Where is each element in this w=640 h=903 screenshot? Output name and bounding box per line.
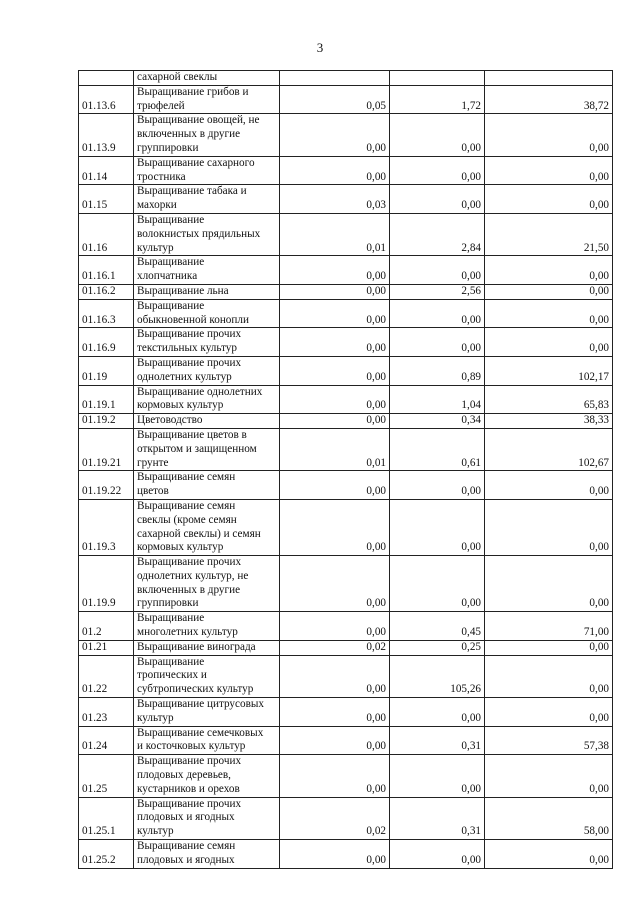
cell-code: 01.13.9 bbox=[79, 114, 134, 156]
cell-value-1: 0,00 bbox=[280, 256, 390, 285]
table-row bbox=[79, 797, 613, 839]
cell-value-1: 0,03 bbox=[280, 185, 390, 214]
cell-value-2: 0,00 bbox=[390, 499, 485, 555]
cell-value-2: 0,61 bbox=[390, 428, 485, 470]
cell-value-1: 0,05 bbox=[280, 85, 390, 114]
cell-code: 01.25 bbox=[79, 755, 134, 797]
cell-value-3 bbox=[485, 71, 613, 86]
cell-value-1: 0,01 bbox=[280, 428, 390, 470]
cell-code: 01.19 bbox=[79, 356, 134, 385]
cell-value-2: 0,00 bbox=[390, 840, 485, 869]
cell-value-2: 0,00 bbox=[390, 299, 485, 328]
cell-value-1: 0,00 bbox=[280, 328, 390, 357]
cell-code: 01.16.3 bbox=[79, 299, 134, 328]
cell-value-1: 0,02 bbox=[280, 797, 390, 839]
cell-value-3: 57,38 bbox=[485, 726, 613, 755]
cell-value-2: 0,00 bbox=[390, 156, 485, 185]
cell-value-3: 0,00 bbox=[485, 185, 613, 214]
cell-code: 01.19.2 bbox=[79, 414, 134, 429]
cell-code: 01.19.9 bbox=[79, 556, 134, 612]
cell-activity-name: Выращивание грибов и трюфелей bbox=[134, 85, 280, 114]
cell-value-1: 0,00 bbox=[280, 356, 390, 385]
cell-value-1: 0,00 bbox=[280, 471, 390, 500]
cell-code: 01.14 bbox=[79, 156, 134, 185]
cell-value-2: 0,89 bbox=[390, 356, 485, 385]
cell-value-2: 2,84 bbox=[390, 213, 485, 255]
cell-code: 01.24 bbox=[79, 726, 134, 755]
cell-value-2: 0,34 bbox=[390, 414, 485, 429]
cell-value-2: 0,00 bbox=[390, 698, 485, 727]
table-row bbox=[79, 284, 613, 299]
cell-value-1: 0,00 bbox=[280, 299, 390, 328]
table-row bbox=[79, 755, 613, 797]
cell-activity-name: Выращивание тропических и субтропических культур bbox=[134, 655, 280, 697]
table-row bbox=[79, 471, 613, 500]
cell-value-2: 0,00 bbox=[390, 256, 485, 285]
table-row bbox=[79, 299, 613, 328]
cell-value-3: 0,00 bbox=[485, 156, 613, 185]
cell-value-3: 0,00 bbox=[485, 471, 613, 500]
cell-value-3: 71,00 bbox=[485, 612, 613, 641]
table-body bbox=[79, 71, 613, 869]
cell-value-1: 0,00 bbox=[280, 755, 390, 797]
cell-value-3: 0,00 bbox=[485, 556, 613, 612]
cell-value-1: 0,00 bbox=[280, 385, 390, 414]
table-row bbox=[79, 256, 613, 285]
table-row bbox=[79, 185, 613, 214]
cell-value-1: 0,00 bbox=[280, 612, 390, 641]
cell-value-2: 0,00 bbox=[390, 185, 485, 214]
cell-value-3: 0,00 bbox=[485, 640, 613, 655]
table-row bbox=[79, 840, 613, 869]
cell-value-2: 0,31 bbox=[390, 797, 485, 839]
table-row bbox=[79, 71, 613, 86]
table-row bbox=[79, 114, 613, 156]
table-row bbox=[79, 356, 613, 385]
table-row bbox=[79, 726, 613, 755]
cell-value-1: 0,01 bbox=[280, 213, 390, 255]
cell-code: 01.2 bbox=[79, 612, 134, 641]
cell-code: 01.22 bbox=[79, 655, 134, 697]
cell-activity-name: Выращивание сахарного тростника bbox=[134, 156, 280, 185]
cell-value-1: 0,02 bbox=[280, 640, 390, 655]
cell-activity-name: Выращивание волокнистых прядильных культур bbox=[134, 213, 280, 255]
cell-value-2: 1,72 bbox=[390, 85, 485, 114]
cell-value-3: 0,00 bbox=[485, 299, 613, 328]
cell-value-1: 0,00 bbox=[280, 114, 390, 156]
table-row bbox=[79, 213, 613, 255]
cell-code: 01.16.1 bbox=[79, 256, 134, 285]
table-row bbox=[79, 698, 613, 727]
cell-value-3: 38,33 bbox=[485, 414, 613, 429]
cell-activity-name: Выращивание прочих плодовых и ягодных культур bbox=[134, 797, 280, 839]
cell-activity-name: Выращивание винограда bbox=[134, 640, 280, 655]
cell-activity-name: Выращивание цветов в открытом и защищенном грунте bbox=[134, 428, 280, 470]
table-row bbox=[79, 328, 613, 357]
cell-value-3: 0,00 bbox=[485, 840, 613, 869]
cell-value-3: 0,00 bbox=[485, 499, 613, 555]
table-row bbox=[79, 385, 613, 414]
cell-activity-name: Выращивание прочих однолетних культур bbox=[134, 356, 280, 385]
cell-value-1: 0,00 bbox=[280, 414, 390, 429]
cell-activity-name: Выращивание прочих текстильных культур bbox=[134, 328, 280, 357]
cell-value-3: 0,00 bbox=[485, 328, 613, 357]
cell-activity-name: Выращивание семечковых и косточковых культур bbox=[134, 726, 280, 755]
cell-value-3: 102,17 bbox=[485, 356, 613, 385]
cell-code: 01.16 bbox=[79, 213, 134, 255]
cell-activity-name: Выращивание однолетних кормовых культур bbox=[134, 385, 280, 414]
cell-activity-name: Выращивание прочих однолетних культур, не включенных в другие группировки bbox=[134, 556, 280, 612]
cell-value-2: 0,45 bbox=[390, 612, 485, 641]
cell-code: 01.25.1 bbox=[79, 797, 134, 839]
cell-code: 01.19.1 bbox=[79, 385, 134, 414]
cell-activity-name: Выращивание хлопчатника bbox=[134, 256, 280, 285]
cell-value-3: 0,00 bbox=[485, 284, 613, 299]
cell-value-2: 0,00 bbox=[390, 471, 485, 500]
cell-code: 01.16.9 bbox=[79, 328, 134, 357]
cell-value-2: 0,31 bbox=[390, 726, 485, 755]
table-row bbox=[79, 556, 613, 612]
cell-value-1: 0,00 bbox=[280, 156, 390, 185]
cell-value-2: 1,04 bbox=[390, 385, 485, 414]
cell-value-3: 65,83 bbox=[485, 385, 613, 414]
activity-table bbox=[78, 70, 613, 869]
cell-value-1 bbox=[280, 71, 390, 86]
cell-value-3: 58,00 bbox=[485, 797, 613, 839]
cell-value-3: 0,00 bbox=[485, 256, 613, 285]
table-row bbox=[79, 612, 613, 641]
table-row bbox=[79, 499, 613, 555]
cell-value-1: 0,00 bbox=[280, 655, 390, 697]
table-row bbox=[79, 640, 613, 655]
cell-value-3: 0,00 bbox=[485, 698, 613, 727]
cell-activity-name: Выращивание многолетних культур bbox=[134, 612, 280, 641]
cell-value-3: 21,50 bbox=[485, 213, 613, 255]
cell-activity-name: Выращивание семян плодовых и ягодных bbox=[134, 840, 280, 869]
cell-value-3: 0,00 bbox=[485, 755, 613, 797]
cell-activity-name: сахарной свеклы bbox=[134, 71, 280, 86]
cell-value-2: 0,00 bbox=[390, 755, 485, 797]
cell-activity-name: Выращивание льна bbox=[134, 284, 280, 299]
table-row bbox=[79, 428, 613, 470]
table-row bbox=[79, 414, 613, 429]
cell-code: 01.23 bbox=[79, 698, 134, 727]
cell-activity-name: Выращивание цитрусовых культур bbox=[134, 698, 280, 727]
cell-code bbox=[79, 71, 134, 86]
cell-value-3: 0,00 bbox=[485, 655, 613, 697]
cell-code: 01.13.6 bbox=[79, 85, 134, 114]
cell-value-3: 38,72 bbox=[485, 85, 613, 114]
cell-code: 01.16.2 bbox=[79, 284, 134, 299]
cell-activity-name: Цветоводство bbox=[134, 414, 280, 429]
cell-activity-name: Выращивание семян цветов bbox=[134, 471, 280, 500]
cell-value-2: 105,26 bbox=[390, 655, 485, 697]
cell-activity-name: Выращивание овощей, не включенных в другие группировки bbox=[134, 114, 280, 156]
cell-value-1: 0,00 bbox=[280, 556, 390, 612]
cell-value-3: 102,67 bbox=[485, 428, 613, 470]
cell-value-2 bbox=[390, 71, 485, 86]
cell-value-1: 0,00 bbox=[280, 698, 390, 727]
cell-code: 01.15 bbox=[79, 185, 134, 214]
cell-value-2: 2,56 bbox=[390, 284, 485, 299]
cell-value-2: 0,00 bbox=[390, 556, 485, 612]
cell-activity-name: Выращивание прочих плодовых деревьев, кустарников и орехов bbox=[134, 755, 280, 797]
cell-activity-name: Выращивание семян свеклы (кроме семян сахарной свеклы) и семян кормовых культур bbox=[134, 499, 280, 555]
cell-activity-name: Выращивание обыкновенной конопли bbox=[134, 299, 280, 328]
cell-activity-name: Выращивание табака и махорки bbox=[134, 185, 280, 214]
cell-value-3: 0,00 bbox=[485, 114, 613, 156]
cell-code: 01.19.3 bbox=[79, 499, 134, 555]
cell-value-1: 0,00 bbox=[280, 726, 390, 755]
cell-value-2: 0,25 bbox=[390, 640, 485, 655]
cell-value-1: 0,00 bbox=[280, 284, 390, 299]
table-row bbox=[79, 156, 613, 185]
page-number: 3 bbox=[316, 40, 324, 55]
cell-code: 01.19.21 bbox=[79, 428, 134, 470]
table-row bbox=[79, 655, 613, 697]
cell-value-1: 0,00 bbox=[280, 840, 390, 869]
table-row bbox=[79, 85, 613, 114]
cell-value-2: 0,00 bbox=[390, 114, 485, 156]
cell-code: 01.19.22 bbox=[79, 471, 134, 500]
cell-value-2: 0,00 bbox=[390, 328, 485, 357]
cell-code: 01.21 bbox=[79, 640, 134, 655]
cell-value-1: 0,00 bbox=[280, 499, 390, 555]
cell-code: 01.25.2 bbox=[79, 840, 134, 869]
